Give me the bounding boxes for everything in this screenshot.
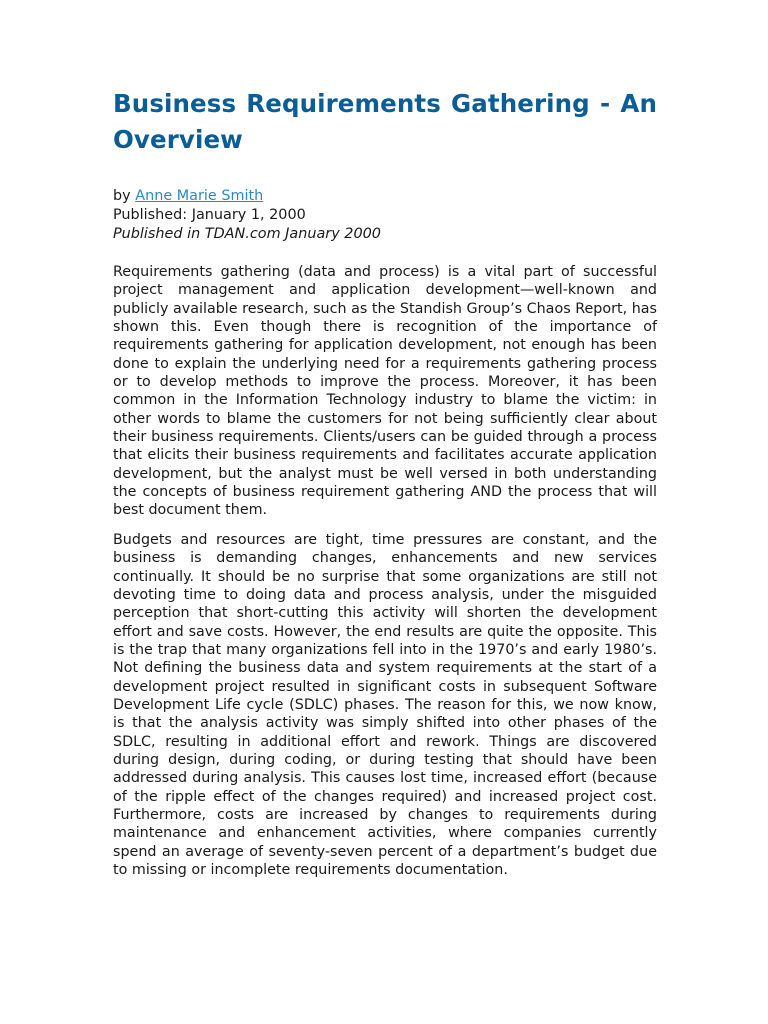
author-link[interactable]: Anne Marie Smith <box>135 188 264 204</box>
article <box>113 86 657 890</box>
article-title: Business Requirements Gathering - An Overview <box>113 89 657 154</box>
article-body <box>113 263 657 879</box>
article-meta <box>113 187 657 244</box>
byline-prefix: by <box>113 188 136 204</box>
byline <box>113 187 657 206</box>
paragraph: Requirements gathering (data and process) is a vital part of successful project management and application development—well-known and publicly available research, such as the Standish Group’s Chaos Report, has shown this. Even though there is recognition of the importance of requirements gathering for application development, not enough has been done to explain the underlying need for a requirements gathering process or to develop methods to improve the process. Moreover, it has been common in the Information Technology industry to blame the victim: in other words to blame the customers for not being sufficiently clear about their business requirements. Clients/users can be guided through a process that elicits their business requirements and facilitates accurate application development, but the analyst must be well versed in both understanding the concepts of business requirement gathering AND the process that will best document them. <box>113 264 657 519</box>
paragraph: Budgets and resources are tight, time pressures are constant, and the business is demanding changes, enhancements and new services continually. It should be no surprise that some organizations are still not devoting time to doing data and process analysis, under the misguided perception that short-cutting this activity will shorten the development effort and save costs. However, the end results are quite the opposite. This is the trap that many organizations fell into in the 1970’s and early 1980’s. Not defining the business data and system requirements at the start of a development project resulted in significant costs in subsequent Software Development Life cycle (SDLC) phases. The reason for this, we now know, is that the analysis activity was simply shifted into other phases of the SDLC, resulting in additional effort and rework. Things are discovered during design, during coding, or during testing that should have been addressed during analysis. This causes lost time, increased effort (because of the ripple effect of the changes required) and increased project cost. Furthermore, costs are increased by changes to requirements during maintenance and enhancement activities, where companies currently spend an average of seventy-seven percent of a department’s budget due to missing or incomplete requirements documentation. <box>113 531 657 878</box>
published-date: Published: January 1, 2000 <box>113 207 306 223</box>
published-in: Published in TDAN.com January 2000 <box>113 226 381 242</box>
